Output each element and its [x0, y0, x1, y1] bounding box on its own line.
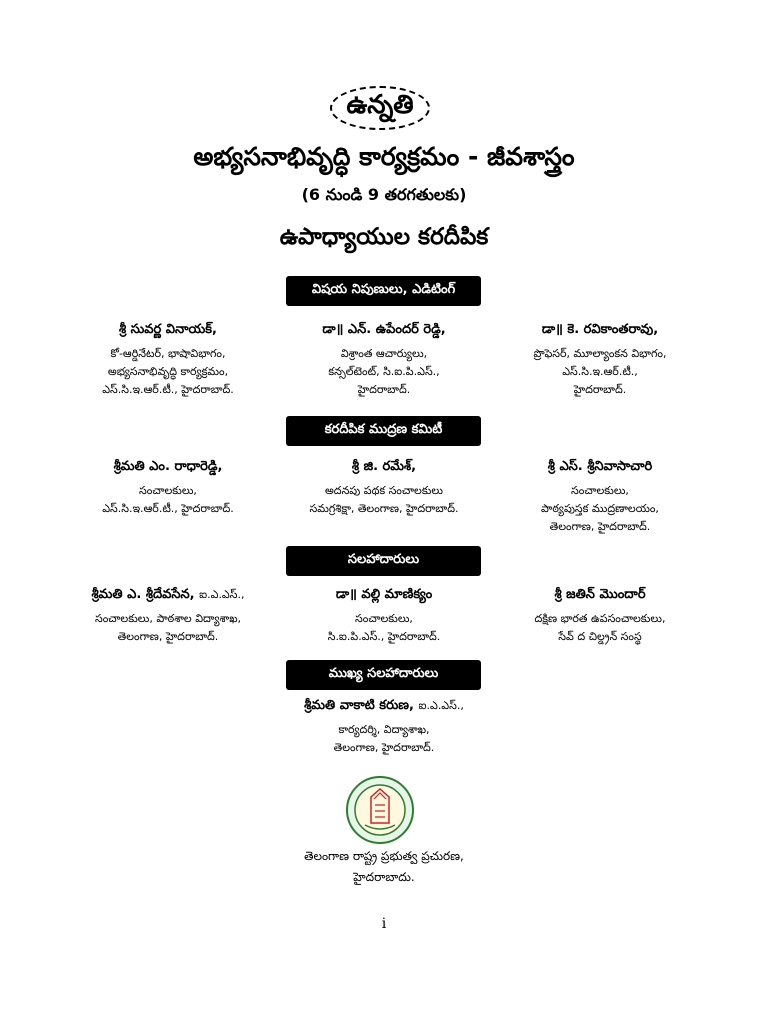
- person-card: [60, 322, 276, 399]
- person-detail: సమగ్రశిక్షా, తెలంగాణ, హైదరాబాద్.: [309, 502, 459, 515]
- person-detail: దక్షిణ భారత ఉపసంచాలకులు,: [534, 612, 666, 625]
- person-card: [60, 459, 276, 536]
- person-detail: ప్రొఫెసర్, మూల్యాంకన విభాగం,: [533, 347, 667, 360]
- people-row-printing-committee: [60, 459, 710, 536]
- person-name: శ్రీమతి వాకాటి కరుణ, ఐ.ఎ.ఎస్.,: [304, 698, 464, 713]
- person-card: [492, 322, 708, 399]
- person-detail: విశ్రాంత ఆచార్యులు,: [340, 347, 428, 360]
- book-title: ఉపాధ్యాయుల కరదీపిక: [279, 224, 489, 250]
- person-detail: సేవ్ ద చిల్డ్రన్ సంస్థ: [558, 630, 642, 643]
- brand-logo: ఉన్నతి: [330, 86, 430, 130]
- person-name: శ్రీ జి. రమేశ్,: [351, 459, 417, 474]
- person-detail: హైదరాబాద్.: [357, 383, 411, 396]
- person-detail: ఎస్.సి.ఇ.ఆర్.టీ., హైదరాబాద్.: [102, 502, 234, 515]
- section-label-printing-committee: కరదీపిక ముద్రణ కమిటీ: [286, 416, 481, 446]
- person-detail: పాఠ్యపుస్తక ముద్రణాలయం,: [541, 502, 659, 515]
- person-detail: అభ్యసనాభివృద్ధి కార్యక్రమం,: [107, 365, 229, 378]
- people-row-advisors: [60, 587, 710, 646]
- person-detail: కన్సల్‌టెంట్, సి.ఐ.పి.ఎస్.,: [328, 365, 440, 378]
- person-detail: కార్యదర్శి, విద్యాశాఖ,: [338, 723, 430, 736]
- page-subtitle: (6 నుండి 9 తరగతులకు): [301, 185, 467, 204]
- person-card: [276, 322, 492, 399]
- section-label-experts: విషయ నిపుణులు, ఎడిటింగ్: [286, 276, 481, 306]
- people-row-experts: [60, 322, 710, 399]
- person-name: శ్రీమతి ఎ. శ్రీదేవసేన, ఐ.ఎ.ఎస్.,: [91, 587, 245, 602]
- person-card: [492, 459, 708, 536]
- person-name: డా॥ కె. రవికాంతరావు,: [541, 322, 659, 337]
- page-title: అభ్యసనాభివృద్ధి కార్యక్రమం - జీవశాస్త్రం: [193, 142, 575, 171]
- person-name: శ్రీ ఎస్. శ్రీనివాసాచారి: [547, 459, 653, 474]
- section-label-advisors: సలహాదారులు: [286, 546, 481, 576]
- person-detail: కో-ఆర్డినేటర్, భాషావిభాగం,: [110, 347, 226, 360]
- person-detail: సంచాలకులు, పాఠశాల విద్యాశాఖ,: [94, 612, 242, 625]
- person-card: [0, 698, 768, 757]
- person-detail: తెలంగాణ, హైదరాబాద్.: [549, 520, 651, 533]
- person-detail: ఎస్.సి.ఇ.ఆర్.టీ.,: [562, 365, 638, 378]
- publisher-line: తెలంగాణ రాష్ట్ర ప్రభుత్వ ప్రచురణ,: [304, 849, 464, 863]
- person-name: శ్రీమతి ఎం. రాధారెడ్డి,: [113, 459, 223, 474]
- section-label-chief-advisors: ముఖ్య సలహాదారులు: [286, 660, 481, 690]
- person-detail: సంచాలకులు,: [355, 612, 413, 625]
- person-detail: అదనపు పథక సంచాలకులు: [325, 484, 443, 497]
- person-detail: సంచాలకులు,: [571, 484, 629, 497]
- person-detail: తెలంగాణ, హైదరాబాద్.: [333, 741, 435, 754]
- person-name: శ్రీ సువర్ణ వినాయక్,: [119, 322, 217, 337]
- person-name: శ్రీ జతిన్ మొందార్: [554, 587, 646, 602]
- publisher-line: హైదరాబాదు.: [353, 870, 415, 884]
- person-card: [492, 587, 708, 646]
- person-detail: హైదరాబాద్.: [573, 383, 627, 396]
- person-name: డా॥ ఎన్. ఉపేందర్ రెడ్డి,: [322, 322, 446, 337]
- person-detail: సంచాలకులు,: [139, 484, 197, 497]
- person-card: [276, 587, 492, 646]
- person-card: [60, 587, 276, 646]
- telangana-emblem-icon: [345, 775, 415, 845]
- page-number: i: [381, 916, 387, 932]
- person-detail: సి.ఐ.పి.ఎస్., హైదరాబాద్.: [327, 630, 441, 643]
- person-name: డా॥ వల్లి మాణిక్యం: [335, 587, 433, 602]
- person-card: [276, 459, 492, 536]
- person-detail: ఎస్.సి.ఇ.ఆర్.టీ., హైదరాబాద్.: [102, 383, 234, 396]
- person-detail: తెలంగాణ, హైదరాబాద్.: [117, 630, 219, 643]
- publisher-block: [0, 846, 768, 888]
